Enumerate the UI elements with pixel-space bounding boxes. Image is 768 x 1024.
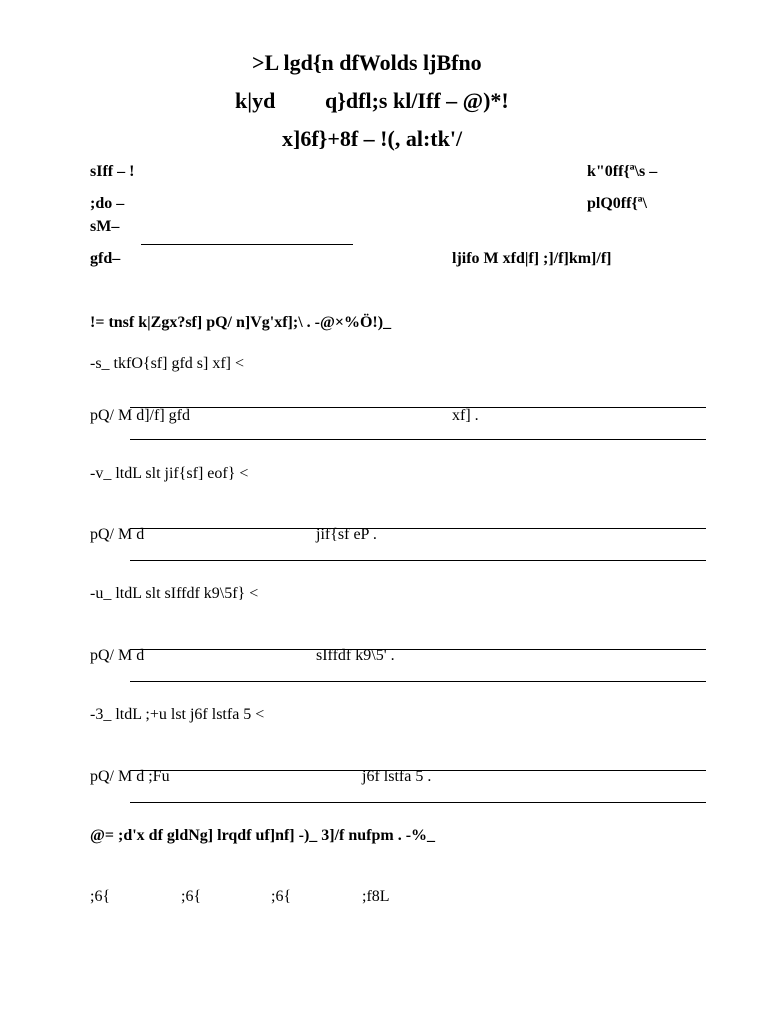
answer-1-right: xf] . (452, 407, 479, 424)
name-label: gfd– (90, 250, 121, 267)
answer-3-left: pQ/ M d (90, 647, 145, 664)
answer-3-underline (130, 681, 706, 682)
title-line-3: x]6f}+8f – !(, al:tk'/ (282, 126, 463, 151)
question-4: -3_ ltdL ;+u lst j6f lstfa 5 < (90, 706, 265, 723)
section-2-heading: @= ;d'x df gldNg] lrqdf uf]nf] -)_ 3]/f nufpm . -%_ (90, 827, 436, 844)
option-1: ;6{ (90, 888, 111, 905)
symbol-underline (141, 244, 353, 245)
answer-4-underline (130, 802, 706, 803)
section-1-heading: != tnsf k|Zgx?sf] pQ/ n]Vg'xf];\ . -@×%Ö!)_ (90, 314, 392, 331)
question-1: -s_ tkfO{sf] gfd s] xf] < (90, 355, 245, 372)
class-label: sIff – ! (90, 163, 135, 180)
title-line-2-left: k|yd (235, 88, 276, 113)
answer-1-underline (130, 439, 706, 440)
answer-1-blank (130, 407, 706, 408)
full-marks-label: k"0ff{ª\s – (587, 163, 658, 180)
title-line-2-right: q}dfl;s kl/Iff – @)*! (325, 88, 509, 113)
answer-3-blank (130, 649, 706, 650)
time-label: ;do – (90, 195, 125, 212)
answer-4-left: pQ/ M d ;Fu (90, 768, 170, 785)
answer-2-left: pQ/ M d (90, 526, 145, 543)
answer-2-underline (130, 560, 706, 561)
pass-marks-label: plQ0ff{ª\ (587, 195, 647, 212)
option-2: ;6{ (181, 888, 202, 905)
option-4: ;f8L (362, 888, 390, 905)
answer-2-right: jif{sf eP . (316, 526, 377, 543)
option-3: ;6{ (271, 888, 292, 905)
answer-1-left: pQ/ M d]/f] gfd (90, 407, 190, 424)
answer-4-right: j6f lstfa 5 . (362, 768, 432, 785)
title-line-1: >L lgd{n dfWolds ljBfno (252, 50, 482, 75)
symbol-label: sM– (90, 218, 120, 235)
answer-3-right: sIffdf k9\5' . (316, 647, 395, 664)
answer-4-blank (130, 770, 706, 771)
question-3: -u_ ltdL slt sIffdf k9\5f} < (90, 585, 259, 602)
subject-label: ljifo M xfd|f] ;]/f]km]/f] (452, 250, 612, 267)
answer-2-blank (130, 528, 706, 529)
question-2: -v_ ltdL slt jif{sf] eof} < (90, 465, 249, 482)
